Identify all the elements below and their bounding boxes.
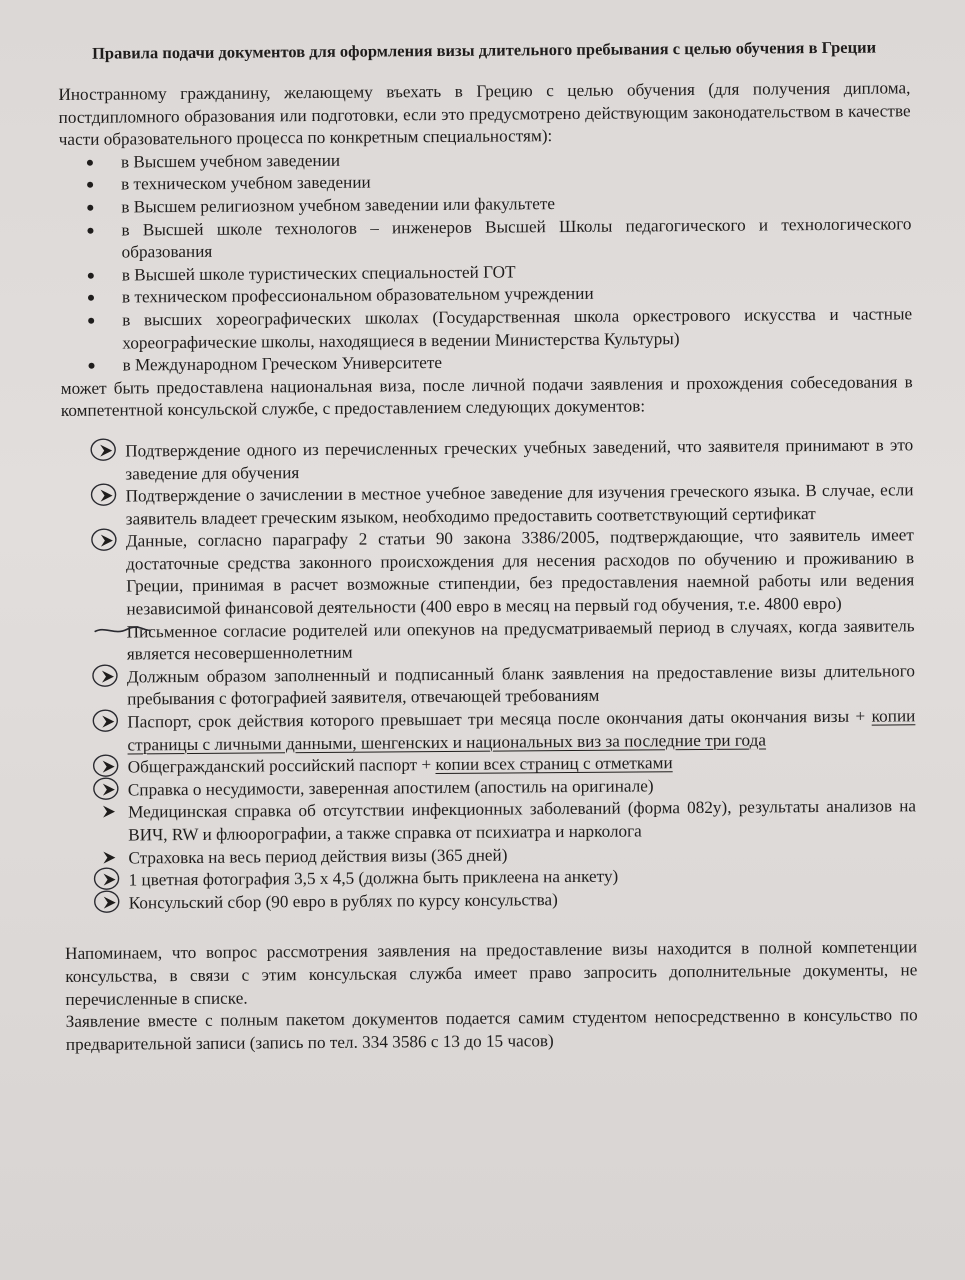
bullet-icon	[87, 160, 93, 166]
arrow-bullet-icon	[100, 803, 118, 821]
list-item: в Международном Греческом Университете	[60, 348, 912, 377]
document-item: Консульский сбор (90 евро в рублях по курсу консульства)	[65, 886, 917, 915]
bullet-icon	[87, 205, 93, 211]
document-item: Медицинская справка об отсутствии инфекционных заболеваний (форма 082у), результаты анализов на ВИЧ, RW и флюорографии, а также справка от психиатра и нарколога	[64, 796, 916, 848]
handwritten-strike-icon	[93, 621, 153, 641]
intro-paragraph: Иностранному гражданину, желающему въехать в Грецию с целью обучения (для получения диплома, постдипломного образования или подготовки, если это предусмотрено действующим законодательством в качестве части образовательного процесса по конкретным специальностям):	[58, 78, 911, 150]
document-body	[58, 37, 918, 1056]
document-item: Общегражданский российский паспорт + копии всех страниц с отметками	[64, 751, 916, 780]
document-item: Страховка на весь период действия визы (365 дней)	[64, 841, 916, 870]
lead-paragraph: может быть предоставлена национальная виза, после личной подачи заявления и прохождения собеседования в компетентной консульской службе, с предоставлением следующих документов:	[60, 372, 913, 421]
required-documents-list	[61, 434, 917, 915]
list-item: в Высшей школе технологов – инженеров Высшей Школы педагогического и технологического образования	[59, 213, 911, 265]
document-title: Правила подачи документов для оформления визы длительного пребывания с целью обучения в Греции	[91, 37, 877, 63]
list-item: в высших хореографических школах (Государственная школа оркестрового искусства и частные хореографические школы, находящиеся в ведении Министерства Культуры)	[60, 303, 912, 355]
document-item: 1 цветная фотография 3,5 х 4,5 (должна быть приклеена на анкету)	[64, 863, 916, 892]
handwritten-circle-icon	[89, 482, 117, 508]
submission-paragraph: Заявление вместе с полным пакетом документов подается самим студентом непосредственно в консульство по предварительной записи (запись по тел. 334 3586 с 13 до 15 часов)	[65, 1005, 918, 1054]
document-item: Паспорт, срок действия которого превышает три месяца после окончания даты окончания визы + копии страницы с личными данными, шенгенских и национальных виз за последние три года	[63, 705, 915, 757]
document-item: Подтверждение одного из перечисленных греческих учебных заведений, что заявителя принимают в это заведение для обучения	[61, 434, 913, 486]
bullet-icon	[88, 295, 94, 301]
handwritten-circle-icon	[89, 436, 117, 462]
handwritten-circle-icon	[90, 527, 118, 553]
document-item: Данные, согласно параграфу 2 статьи 90 закона 3386/2005, подтверждающие, что заявитель имеет достаточные средства законного происхождения для несения расходов по обучению и проживанию в Греции, принимая в расчет возможные стипендии, без предоставления наемной работы или ведения независимой финансовой деятельности (400 евро в месяц на первый год обучения, т.е. 4800 евро)	[62, 525, 915, 622]
document-item: Справка о несудимости, заверенная апостилем (апостиль на оригинале)	[64, 773, 916, 802]
arrow-bullet-icon	[100, 848, 118, 866]
list-item: в техническом профессиональном образовательном учреждении	[60, 281, 912, 310]
bullet-icon	[89, 363, 95, 369]
underlined-text: копии всех страниц с отметками	[435, 753, 673, 775]
list-item: в Высшем религиозном учебном заведении или факультете	[59, 190, 911, 219]
bullet-icon	[87, 227, 93, 233]
document-item: Должным образом заполненный и подписанный бланк заявления на предоставление визы длительного пребывания с фотографией заявителя, отвечающей требованиям	[63, 660, 915, 712]
handwritten-circle-icon	[92, 775, 120, 801]
bullet-icon	[88, 318, 94, 324]
closing-paragraph: Напоминаем, что вопрос рассмотрения заявления на предоставление визы находится в полной компетенции консульства, в связи с этим консульская служба имеет право запросить дополнительные документы, не перечисленные в списке.	[65, 937, 918, 1009]
bullet-icon	[88, 272, 94, 278]
handwritten-circle-icon	[93, 888, 121, 914]
bullet-icon	[87, 182, 93, 188]
handwritten-circle-icon	[91, 708, 119, 734]
document-item: Письменное согласие родителей или опекунов на предусматриваемый период в случаях, когда заявитель является несовершеннолетним	[63, 615, 915, 667]
document-item: Подтверждение о зачислении в местное учебное заведение для изучения греческого языка. В случае, если заявитель владеет греческим языком, необходимо предоставить соответствующий сертификат	[61, 479, 913, 531]
underlined-text: копии страницы с личными данными, шенгенских и национальных виз за последние три года	[127, 706, 916, 755]
institution-list	[59, 145, 913, 378]
list-item: в Высшей школе туристических специальностей ГОТ	[60, 258, 912, 287]
handwritten-circle-icon	[91, 662, 119, 688]
list-item: в техническом учебном заведении	[59, 168, 911, 197]
list-item: в Высшем учебном заведении	[59, 145, 911, 174]
